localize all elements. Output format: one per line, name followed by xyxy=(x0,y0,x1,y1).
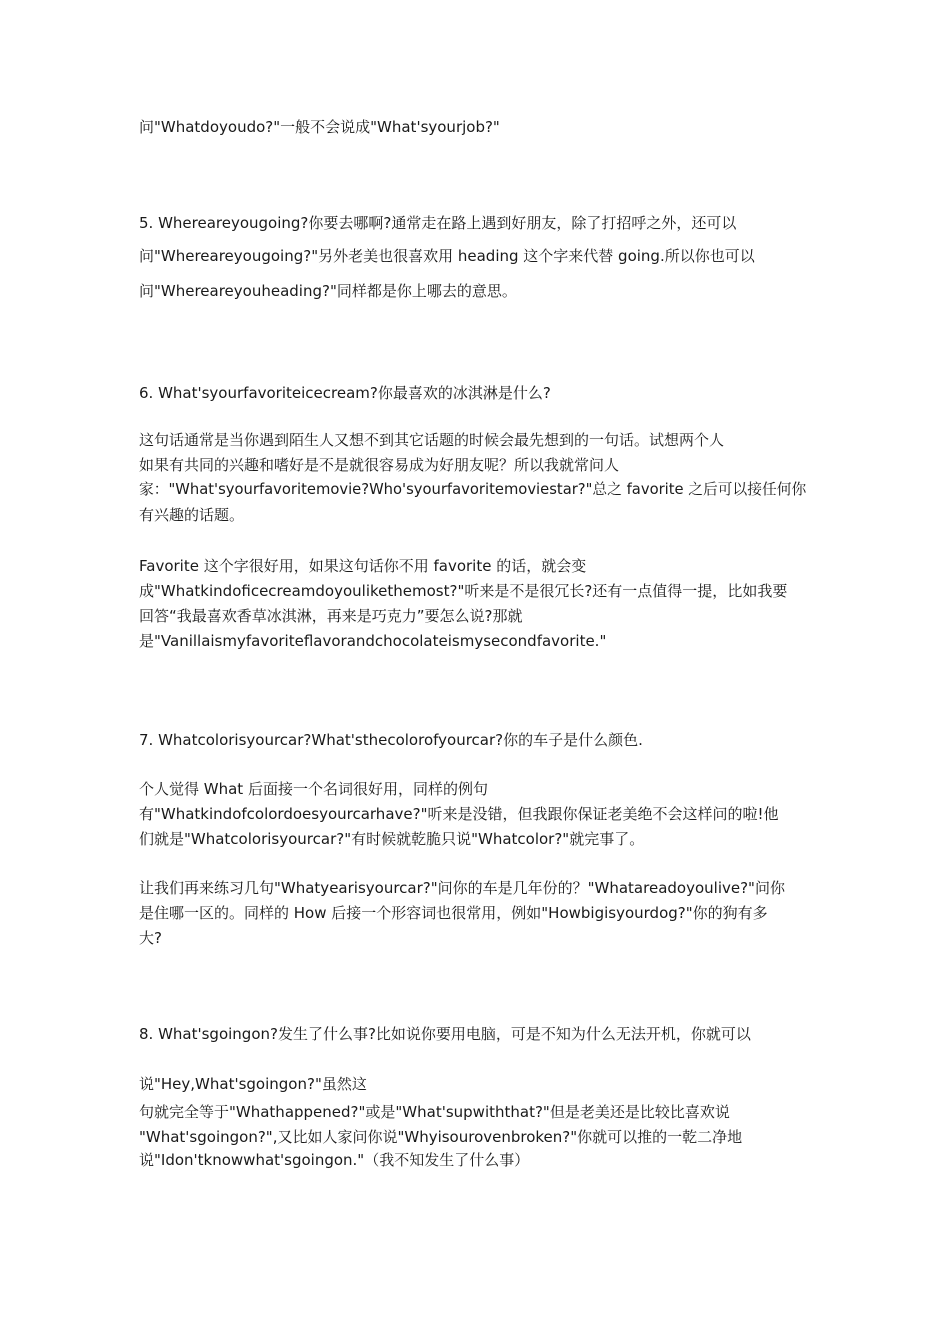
text-line: 如果有共同的兴趣和嗜好是不是就很容易成为好朋友呢？所以我就常问人 xyxy=(139,456,620,474)
text-line: 问"Whatdoyoudo?"一般不会说成"What'syourjob?" xyxy=(139,118,500,136)
item-7-heading: 7. Whatcolorisyourcar?What'sthecolorofyourcar?你的车子是什么颜色. xyxy=(139,731,643,749)
text-line: 让我们再来练习几句"Whatyearisyourcar?"问你的车是几年份的？"Whatareadoyoulive?"问你 xyxy=(139,879,785,897)
text-line: 有"Whatkindofcolordoesyourcarhave?"听来是没错，但我跟你保证老美绝不会这样问的啦!他 xyxy=(139,805,779,823)
text-line: 说"Idon'tknowwhat'sgoingon."（我不知发生了什么事） xyxy=(139,1151,530,1169)
text-line: 问"Whereareyougoing?"另外老美也很喜欢用 heading 这个字来代替 going.所以你也可以 xyxy=(139,247,755,265)
text-line: 是住哪一区的。同样的 How 后接一个形容词也很常用，例如"Howbigisyourdog?"你的狗有多 xyxy=(139,904,768,922)
text-line: 问"Whereareyouheading?"同样都是你上哪去的意思。 xyxy=(139,282,517,300)
text-line: 说"Hey,What'sgoingon?"虽然这 xyxy=(139,1075,367,1093)
text-line: 大? xyxy=(139,929,162,947)
text-line: Favorite 这个字很好用，如果这句话你不用 favorite 的话，就会变 xyxy=(139,557,587,575)
text-line: 个人觉得 What 后面接一个名词很好用，同样的例句 xyxy=(139,780,488,798)
text-line: 家："What'syourfavoritemovie?Who'syourfavoritemoviestar?"总之 favorite 之后可以接任何你 xyxy=(139,481,807,498)
text-line: 是"Vanillaismyfavoriteflavorandchocolateismysecondfavorite." xyxy=(139,632,607,650)
text-line: 回答“我最喜欢香草冰淇淋，再来是巧克力”要怎么说?那就 xyxy=(139,607,523,625)
text-line: 成"Whatkindoficecreamdoyoulikethemost?"听来是不是很冗长?还有一点值得一提，比如我要 xyxy=(139,582,788,600)
text-line: 这句话通常是当你遇到陌生人又想不到其它话题的时候会最先想到的一句话。试想两个人 xyxy=(139,431,725,449)
item-8-heading: 8. What'sgoingon?发生了什么事?比如说你要用电脑，可是不知为什么无法开机，你就可以 xyxy=(139,1025,751,1043)
text-line: 们就是"Whatcolorisyourcar?"有时候就乾脆只说"Whatcolor?"就完事了。 xyxy=(139,830,645,848)
text-line: "What'sgoingon?",又比如人家问你说"Whyisourovenbroken?"你就可以推的一乾二净地 xyxy=(139,1128,743,1146)
item-5-heading: 5. Whereareyougoing?你要去哪啊?通常走在路上遇到好朋友，除了打招呼之外，还可以 xyxy=(139,214,737,232)
item-6-heading: 6. What'syourfavoriteicecream?你最喜欢的冰淇淋是什么? xyxy=(139,384,551,402)
text-line: 有兴趣的话题。 xyxy=(139,506,245,524)
text-line: 句就完全等于"Whathappened?"或是"What'supwiththat?"但是老美还是比较比喜欢说 xyxy=(139,1103,730,1121)
